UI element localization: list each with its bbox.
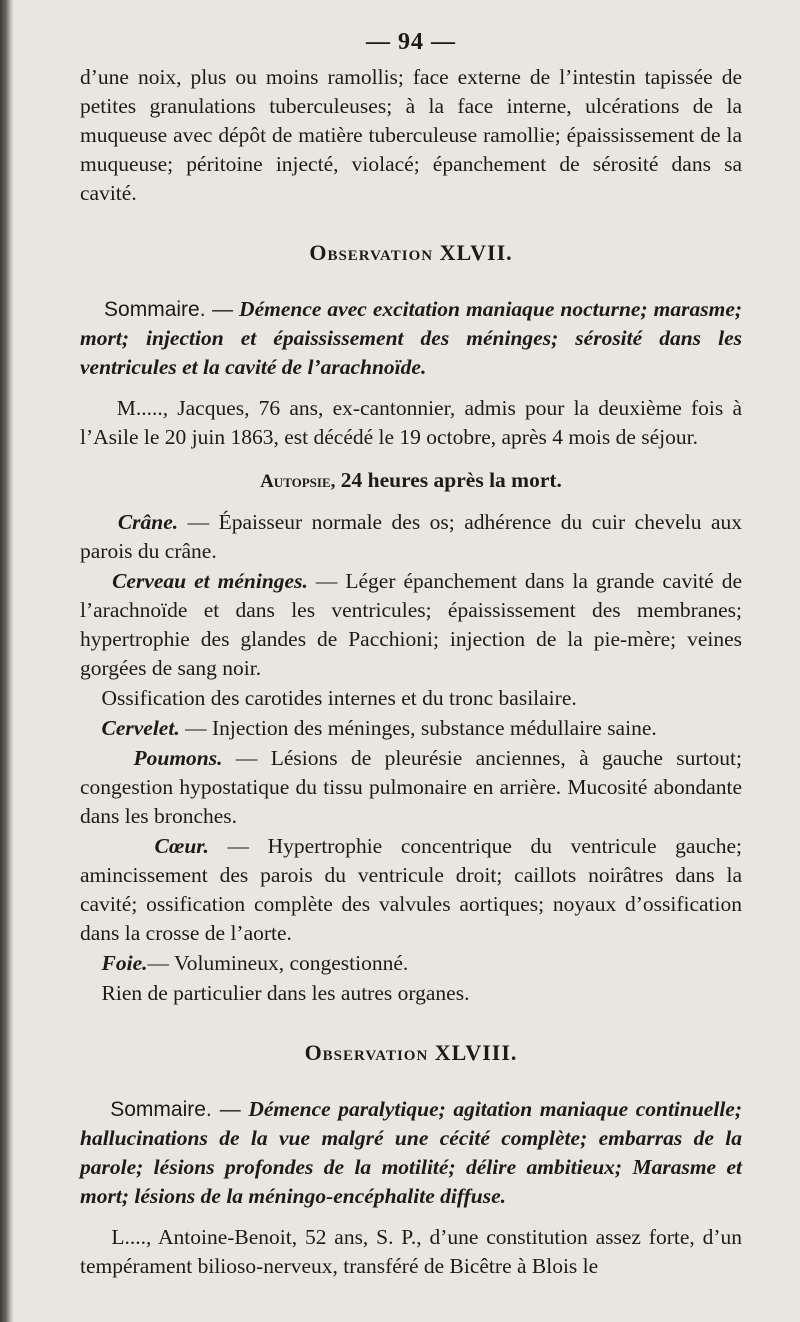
finding-text: — Lésions de pleurésie anciennes, à gauche surtout; congestion hypostatique du tissu pulmonaire en arrière. Mucosité abondante dans les bronches. — [80, 746, 743, 828]
observation-47-title: Observation XLVII. — [309, 240, 513, 265]
observation-47-case — [80, 394, 742, 452]
page-number: — 94 — — [366, 29, 456, 55]
finding-text: — Épaisseur normale des os; adhérence du cuir chevelu aux parois du crâne. — [80, 510, 743, 563]
finding-text: — Hypertrophie concentrique du ventricule gauche; amincissement des parois du ventricule droit; caillots noirâtres dans la cavité; ossification complète des valvules aortiques; noyaux d’ossification dans la crosse de l’aorte. — [80, 834, 743, 945]
finding-crane — [80, 508, 742, 566]
observation-47-summary — [80, 295, 742, 382]
book-spine-shadow — [0, 0, 14, 1322]
finding-text: — Injection des méninges, substance médullaire saine. — [185, 716, 657, 740]
finding-text: Ossification des carotides internes et du tronc basilaire. — [101, 686, 577, 710]
summary-text: Démence avec excitation maniaque nocturne; marasme; mort; injection et épaississement des méninges; sérosité dans les ventricules et la cavité de l’arachnoïde. — [80, 297, 743, 379]
autopsy-label: Autopsie, — [260, 471, 336, 492]
autopsy-findings — [80, 508, 742, 1008]
summary-lead: Sommaire. — — [104, 298, 234, 321]
finding-autres-organes — [80, 979, 742, 1008]
finding-text: — Léger épanchement dans la grande cavité de l’arachnoïde et dans les ventricules; épaississement des membranes; hypertrophie des glandes de Pacchioni; injection de la pie-mère; veines gorgées de sang noir. — [80, 569, 743, 680]
finding-text: — Volumineux, congestionné. — [147, 951, 409, 975]
finding-text: Rien de particulier dans les autres organes. — [101, 981, 470, 1005]
case-text: M....., Jacques, 76 ans, ex-cantonnier, admis pour la deuxième fois à l’Asile le 20 juin 1863, est décédé le 19 octobre, après 4 mois de séjour. — [80, 396, 742, 449]
finding-label: Cerveau et méninges. — [112, 569, 308, 593]
observation-48-case — [80, 1223, 742, 1281]
finding-label: Poumons. — [133, 746, 223, 770]
finding-foie — [80, 949, 742, 978]
finding-poumons — [80, 744, 742, 831]
intro-paragraph: d’une noix, plus ou moins ramollis; face externe de l’intestin tapissée de petites granulations tuberculeuses; à la face interne, ulcérations de la muqueuse avec dépôt de matière tuberculeuse ramollie; épaississement de la muqueuse; péritoine injecté, violacé; épanchement de sérosité dans sa cavité. — [80, 65, 742, 205]
case-text: L...., Antoine-Benoit, 52 ans, S. P., d’une constitution assez forte, d’un tempérament bilioso-nerveux, transféré de Bicêtre à Blois le — [80, 1225, 742, 1278]
finding-coeur — [80, 832, 742, 948]
autopsy-text: 24 heures après la mort. — [340, 468, 562, 492]
observation-48-title: Observation XLVIII. — [304, 1040, 518, 1065]
observation-48-summary — [80, 1095, 742, 1211]
autopsy-heading — [80, 466, 742, 496]
finding-cervelet — [80, 714, 742, 743]
finding-label: Crâne. — [117, 510, 179, 534]
finding-label: Cœur. — [154, 834, 209, 858]
finding-label: Foie. — [101, 951, 148, 975]
finding-ossification — [80, 684, 742, 713]
finding-label: Cervelet. — [101, 716, 180, 740]
summary-text: Démence paralytique; agitation maniaque continuelle; hallucinations de la vue malgré une cécité complète; embarras de la parole; lésions profondes de la motilité; délire ambitieux; Marasme et mort; lésions de la méningo-encéphalite diffuse. — [80, 1097, 743, 1208]
document-page — [80, 28, 742, 1295]
finding-cerveau — [80, 567, 742, 683]
summary-lead: Sommaire. — — [110, 1098, 241, 1121]
